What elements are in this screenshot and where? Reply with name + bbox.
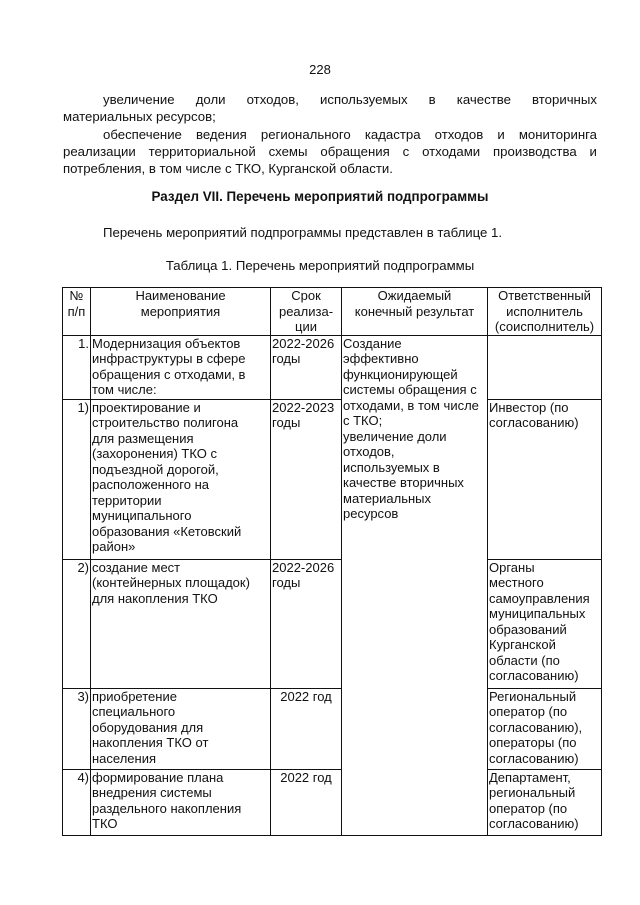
- cell-line: реализа-: [278, 303, 334, 319]
- cell-line: годы: [272, 351, 301, 366]
- table-row: [63, 559, 602, 688]
- cell-line: функционирующей: [343, 366, 458, 382]
- cell-line: самоуправления: [489, 590, 590, 606]
- row-name: [91, 769, 271, 835]
- cell-line: обращения с отходами, в: [92, 366, 246, 382]
- word: вторичных: [532, 92, 597, 107]
- cell-line: используемых в: [343, 459, 440, 475]
- row-name: [91, 559, 271, 688]
- word: регионального: [260, 127, 351, 142]
- word: территориальной: [148, 144, 256, 159]
- row-result-merged: [342, 335, 488, 835]
- cell-line: строительство полигона: [92, 415, 239, 430]
- cell-line: проектирование и: [92, 399, 201, 415]
- cell-line: ресурсов: [343, 506, 399, 521]
- cell-line: формирование плана: [92, 769, 224, 785]
- word: используемых: [320, 92, 408, 107]
- cell-line: операторы (по: [489, 735, 577, 750]
- cell-line: мероприятия: [140, 303, 221, 319]
- cell-line: для накопления ТКО: [92, 590, 218, 606]
- row-num: 1.: [63, 335, 91, 399]
- section-title: Раздел VII. Перечень мероприятий подпрограммы: [151, 189, 489, 204]
- cell-line: согласованию): [489, 750, 579, 766]
- cell-line: отходов,: [343, 444, 395, 459]
- cell-line: муниципального: [92, 508, 192, 523]
- cell-line: подъездной дорогой,: [92, 461, 219, 477]
- header-executor: [488, 288, 602, 336]
- word: качестве: [456, 92, 511, 107]
- cell-line: инфраструктуры в сфере: [92, 351, 246, 366]
- cell-line: Региональный: [489, 688, 577, 704]
- row-num: 3): [63, 688, 91, 769]
- cell-line: Наименование: [135, 288, 226, 303]
- word: доли: [195, 92, 226, 107]
- cell-line: 2022 год: [280, 769, 332, 785]
- row-name: [91, 399, 271, 559]
- cell-line: раздельного накопления: [92, 800, 242, 816]
- cell-line: территории: [92, 492, 162, 508]
- row-term: [271, 769, 342, 835]
- word: схемы: [268, 144, 308, 159]
- header-num: [63, 288, 91, 336]
- cell-line: район»: [92, 539, 136, 554]
- word: и: [589, 144, 597, 159]
- header-name: [91, 288, 271, 336]
- paragraph-waste-share: [63, 91, 597, 125]
- cell-line: образования «Кетовский: [92, 523, 242, 539]
- cell-line: Модернизация объектов: [92, 335, 241, 351]
- cell-line: качестве вторичных: [343, 475, 464, 490]
- row-term: [271, 559, 342, 688]
- page-number: 228: [309, 62, 331, 77]
- cell-line: специального: [92, 704, 176, 719]
- paragraph-line: [63, 91, 597, 108]
- cell-line: материальных: [343, 490, 432, 506]
- cell-line: 2022-2026: [272, 335, 335, 351]
- table-row: [63, 335, 602, 399]
- word: в: [428, 92, 436, 107]
- cell-line: 2022-2023: [272, 399, 335, 415]
- cell-line: внедрения системы: [92, 785, 212, 800]
- table-row: [63, 769, 602, 835]
- paragraph-line: [63, 143, 597, 160]
- word: с: [402, 144, 410, 159]
- cell-line: региональный: [489, 785, 576, 800]
- cell-line: №: [69, 288, 84, 303]
- cell-line: конечный результат: [354, 303, 475, 319]
- events-table: [62, 287, 602, 836]
- cell-line: оборудования для: [92, 719, 204, 735]
- paragraph-line: [63, 126, 597, 143]
- cell-line: Курганской: [489, 637, 556, 652]
- table-row: [63, 399, 602, 559]
- row-name: [91, 335, 271, 399]
- row-term: [271, 688, 342, 769]
- cell-line: эффективно: [343, 351, 419, 366]
- row-executor: [488, 399, 602, 559]
- header-result: [342, 288, 488, 336]
- word: обращения: [320, 144, 390, 159]
- word: ведения: [196, 127, 247, 142]
- cell-line: оператор (по: [489, 800, 568, 816]
- cell-line: Ожидаемый: [377, 288, 452, 303]
- paragraph-cadastre: [63, 126, 597, 177]
- paragraph-line: материальных ресурсов;: [63, 109, 216, 124]
- word: отходов,: [246, 92, 299, 107]
- cell-line: для размещения: [92, 430, 194, 446]
- cell-line: (контейнерных площадок): [92, 575, 250, 590]
- cell-line: Создание: [343, 335, 402, 351]
- cell-line: годы: [272, 415, 301, 430]
- row-executor: [488, 559, 602, 688]
- cell-line: приобретение: [92, 688, 177, 704]
- cell-line: согласованию),: [489, 719, 583, 735]
- row-term: [271, 399, 342, 559]
- word: отходов: [434, 127, 484, 142]
- cell-line: Инвестор (по: [489, 399, 569, 415]
- cell-line: области (по: [489, 652, 560, 668]
- cell-line: муниципальных: [489, 606, 586, 621]
- cell-line: Срок: [291, 288, 321, 303]
- cell-line: 2022-2026: [272, 559, 335, 575]
- paragraph-line: потребления, в том числе с ТКО, Курганской области.: [63, 161, 393, 176]
- cell-line: образований: [489, 621, 567, 637]
- cell-line: системы обращения с: [343, 382, 477, 397]
- table-header-row: [63, 288, 602, 336]
- cell-line: (захоронения) ТКО с: [92, 446, 217, 461]
- cell-line: Департамент,: [489, 769, 571, 785]
- word: мониторинга: [518, 127, 597, 142]
- row-executor: [488, 769, 602, 835]
- row-name: [91, 688, 271, 769]
- cell-line: накопления ТКО от: [92, 735, 209, 750]
- word: реализации: [63, 144, 136, 159]
- word: и: [497, 127, 505, 142]
- row-executor: [488, 335, 602, 399]
- cell-line: населения: [92, 750, 157, 766]
- cell-line: (соисполнитель): [494, 319, 595, 334]
- cell-line: увеличение доли: [343, 428, 447, 444]
- row-num: 2): [63, 559, 91, 688]
- cell-line: годы: [272, 575, 301, 590]
- cell-line: Органы: [489, 559, 535, 575]
- header-term: [271, 288, 342, 336]
- cell-line: исполнитель: [506, 303, 583, 319]
- row-num: 4): [63, 769, 91, 835]
- intro-text: Перечень мероприятий подпрограммы представлен в таблице 1.: [103, 225, 503, 240]
- cell-line: отходами, в том числе: [343, 397, 479, 413]
- row-term: [271, 335, 342, 399]
- cell-line: 2022 год: [280, 688, 332, 704]
- cell-line: расположенного на: [92, 477, 209, 492]
- word: обеспечение: [103, 127, 182, 142]
- cell-line: согласованию): [489, 668, 579, 683]
- cell-line: п/п: [67, 303, 86, 319]
- cell-line: том числе:: [92, 382, 157, 397]
- row-executor: [488, 688, 602, 769]
- word: увеличение: [103, 92, 175, 107]
- table-row: [63, 688, 602, 769]
- cell-line: Ответственный: [498, 288, 591, 303]
- cell-line: ТКО: [92, 816, 118, 831]
- cell-line: ции: [295, 319, 317, 334]
- cell-line: согласованию): [489, 415, 579, 430]
- cell-line: с ТКО;: [343, 413, 383, 428]
- cell-line: местного: [489, 575, 544, 590]
- word: отходами: [422, 144, 481, 159]
- word: кадастра: [364, 127, 421, 142]
- word: производства: [493, 144, 577, 159]
- cell-line: оператор (по: [489, 704, 568, 719]
- row-num: 1): [63, 399, 91, 559]
- cell-line: согласованию): [489, 816, 579, 831]
- table-caption: Таблица 1. Перечень мероприятий подпрограммы: [165, 258, 475, 273]
- cell-line: создание мест: [92, 559, 181, 575]
